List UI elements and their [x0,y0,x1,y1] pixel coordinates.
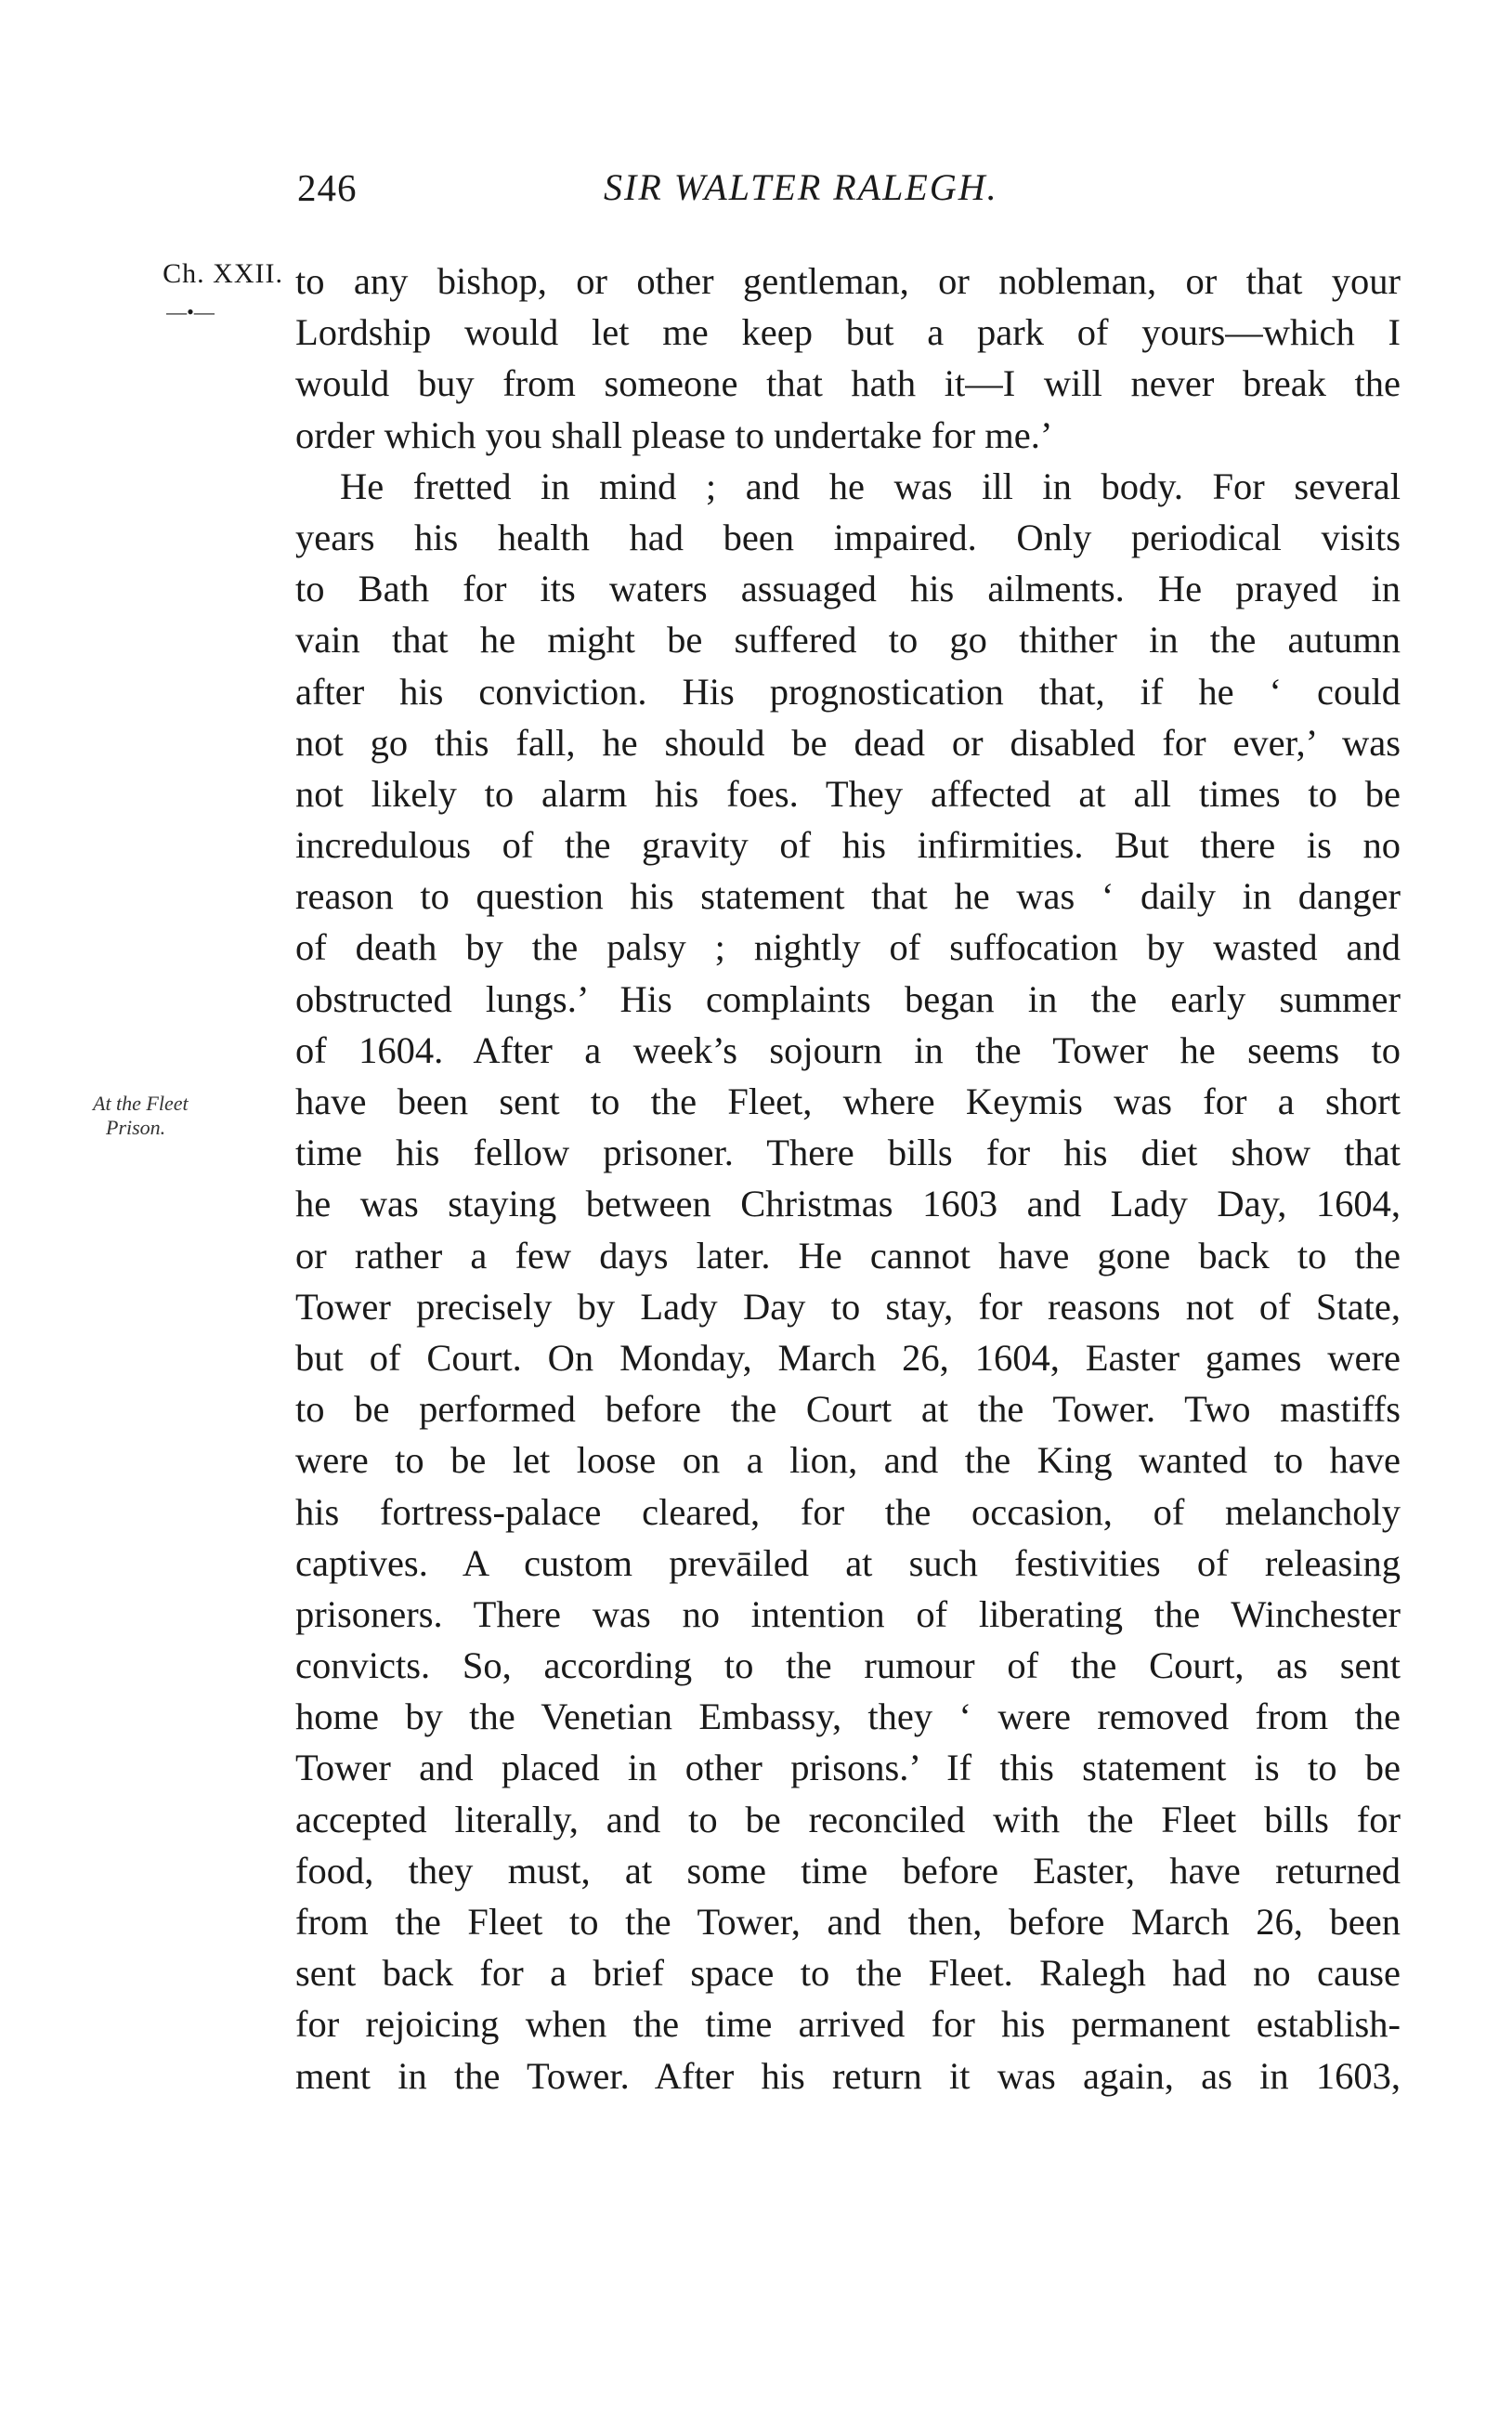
text-line: his fortress-palace cleared, for the occasion, of melancholy [295,1490,1401,1533]
text-line: were to be let loose on a lion, and the King wanted to have [295,1439,1401,1482]
text-line: not go this fall, he should be dead or disabled for ever,’ was [295,721,1401,764]
text-line: incredulous of the gravity of his infirmities. But there is no [295,824,1401,867]
text-line: captives. A custom prevāiled at such festivities of releasing [295,1541,1401,1584]
text-line: time his fellow prisoner. There bills for his diet show that [295,1132,1401,1174]
side-note-line: At the Fleet [93,1092,189,1115]
text-line: ment in the Tower. After his return it was again, as in 1603, [295,2054,1401,2097]
body-text [295,255,1401,2101]
text-line: for rejoicing when the time arrived for his permanent establish- [295,2003,1401,2046]
text-line: or rather a few days later. He cannot have gone back to the [295,1234,1401,1277]
text-line: reason to question his statement that he was ‘ daily in danger [295,875,1401,918]
text-line: to be performed before the Court at the Tower. Two mastiffs [295,1388,1401,1431]
text-line: of death by the palsy ; nightly of suffocation by wasted and [295,926,1401,969]
chapter-label: Ch. XXII. [163,258,283,289]
text-line: he was staying between Christmas 1603 and Lady Day, 1604, [295,1183,1401,1225]
page-number: 246 [297,166,358,209]
side-note-line: Prison. [106,1116,166,1139]
text-line: not likely to alarm his foes. They affected at all times to be [295,772,1401,815]
text-line: to any bishop, or other gentleman, or nobleman, or that your [295,260,1401,302]
text-line: food, they must, at some time before Easter, have returned [295,1849,1401,1892]
text-line: of 1604. After a week’s sojourn in the Tower he seems to [295,1028,1401,1071]
text-line: from the Fleet to the Tower, and then, before March 26, been [295,1901,1401,1943]
text-line: obstructed lungs.’ His complaints began in the early summer [295,977,1401,1020]
text-line: accepted literally, and to be reconciled with the Fleet bills for [295,1798,1401,1840]
text-line: Tower precisely by Lady Day to stay, for reasons not of State, [295,1285,1401,1328]
text-line: home by the Venetian Embassy, they ‘ were removed from the [295,1695,1401,1738]
text-line: Lordship would let me keep but a park of yours—which I [295,311,1401,354]
text-line: to Bath for its waters assuaged his ailments. He prayed in [295,568,1401,610]
chapter-ornament: —•— [166,300,215,323]
text-line: order which you shall please to undertake for me.’ [295,413,1053,456]
text-line: prisoners. There was no intention of liberating the Winchester [295,1592,1401,1635]
text-line: but of Court. On Monday, March 26, 1604, Easter games were [295,1336,1401,1379]
text-line: vain that he might be suffered to go thither in the autumn [295,619,1401,661]
page-header [297,165,1402,221]
text-line: sent back for a brief space to the Fleet. Ralegh had no cause [295,1952,1401,1995]
side-note [93,1092,279,1140]
text-line: years his health had been impaired. Only periodical visits [295,516,1401,558]
text-line: after his conviction. His prognostication that, if he ‘ could [295,670,1401,713]
text-line: convicts. So, according to the rumour of the Court, as sent [295,1644,1401,1687]
running-title: SIR WALTER RALEGH. [604,166,998,208]
text-line: Tower and placed in other prisons.’ If this statement is to be [295,1747,1401,1789]
text-line: have been sent to the Fleet, where Keymis was for a short [295,1080,1401,1122]
text-line: would buy from someone that hath it—I will never break the [295,362,1401,405]
paragraph-start: He fretted in mind ; and he was ill in body. For several [340,465,1401,507]
